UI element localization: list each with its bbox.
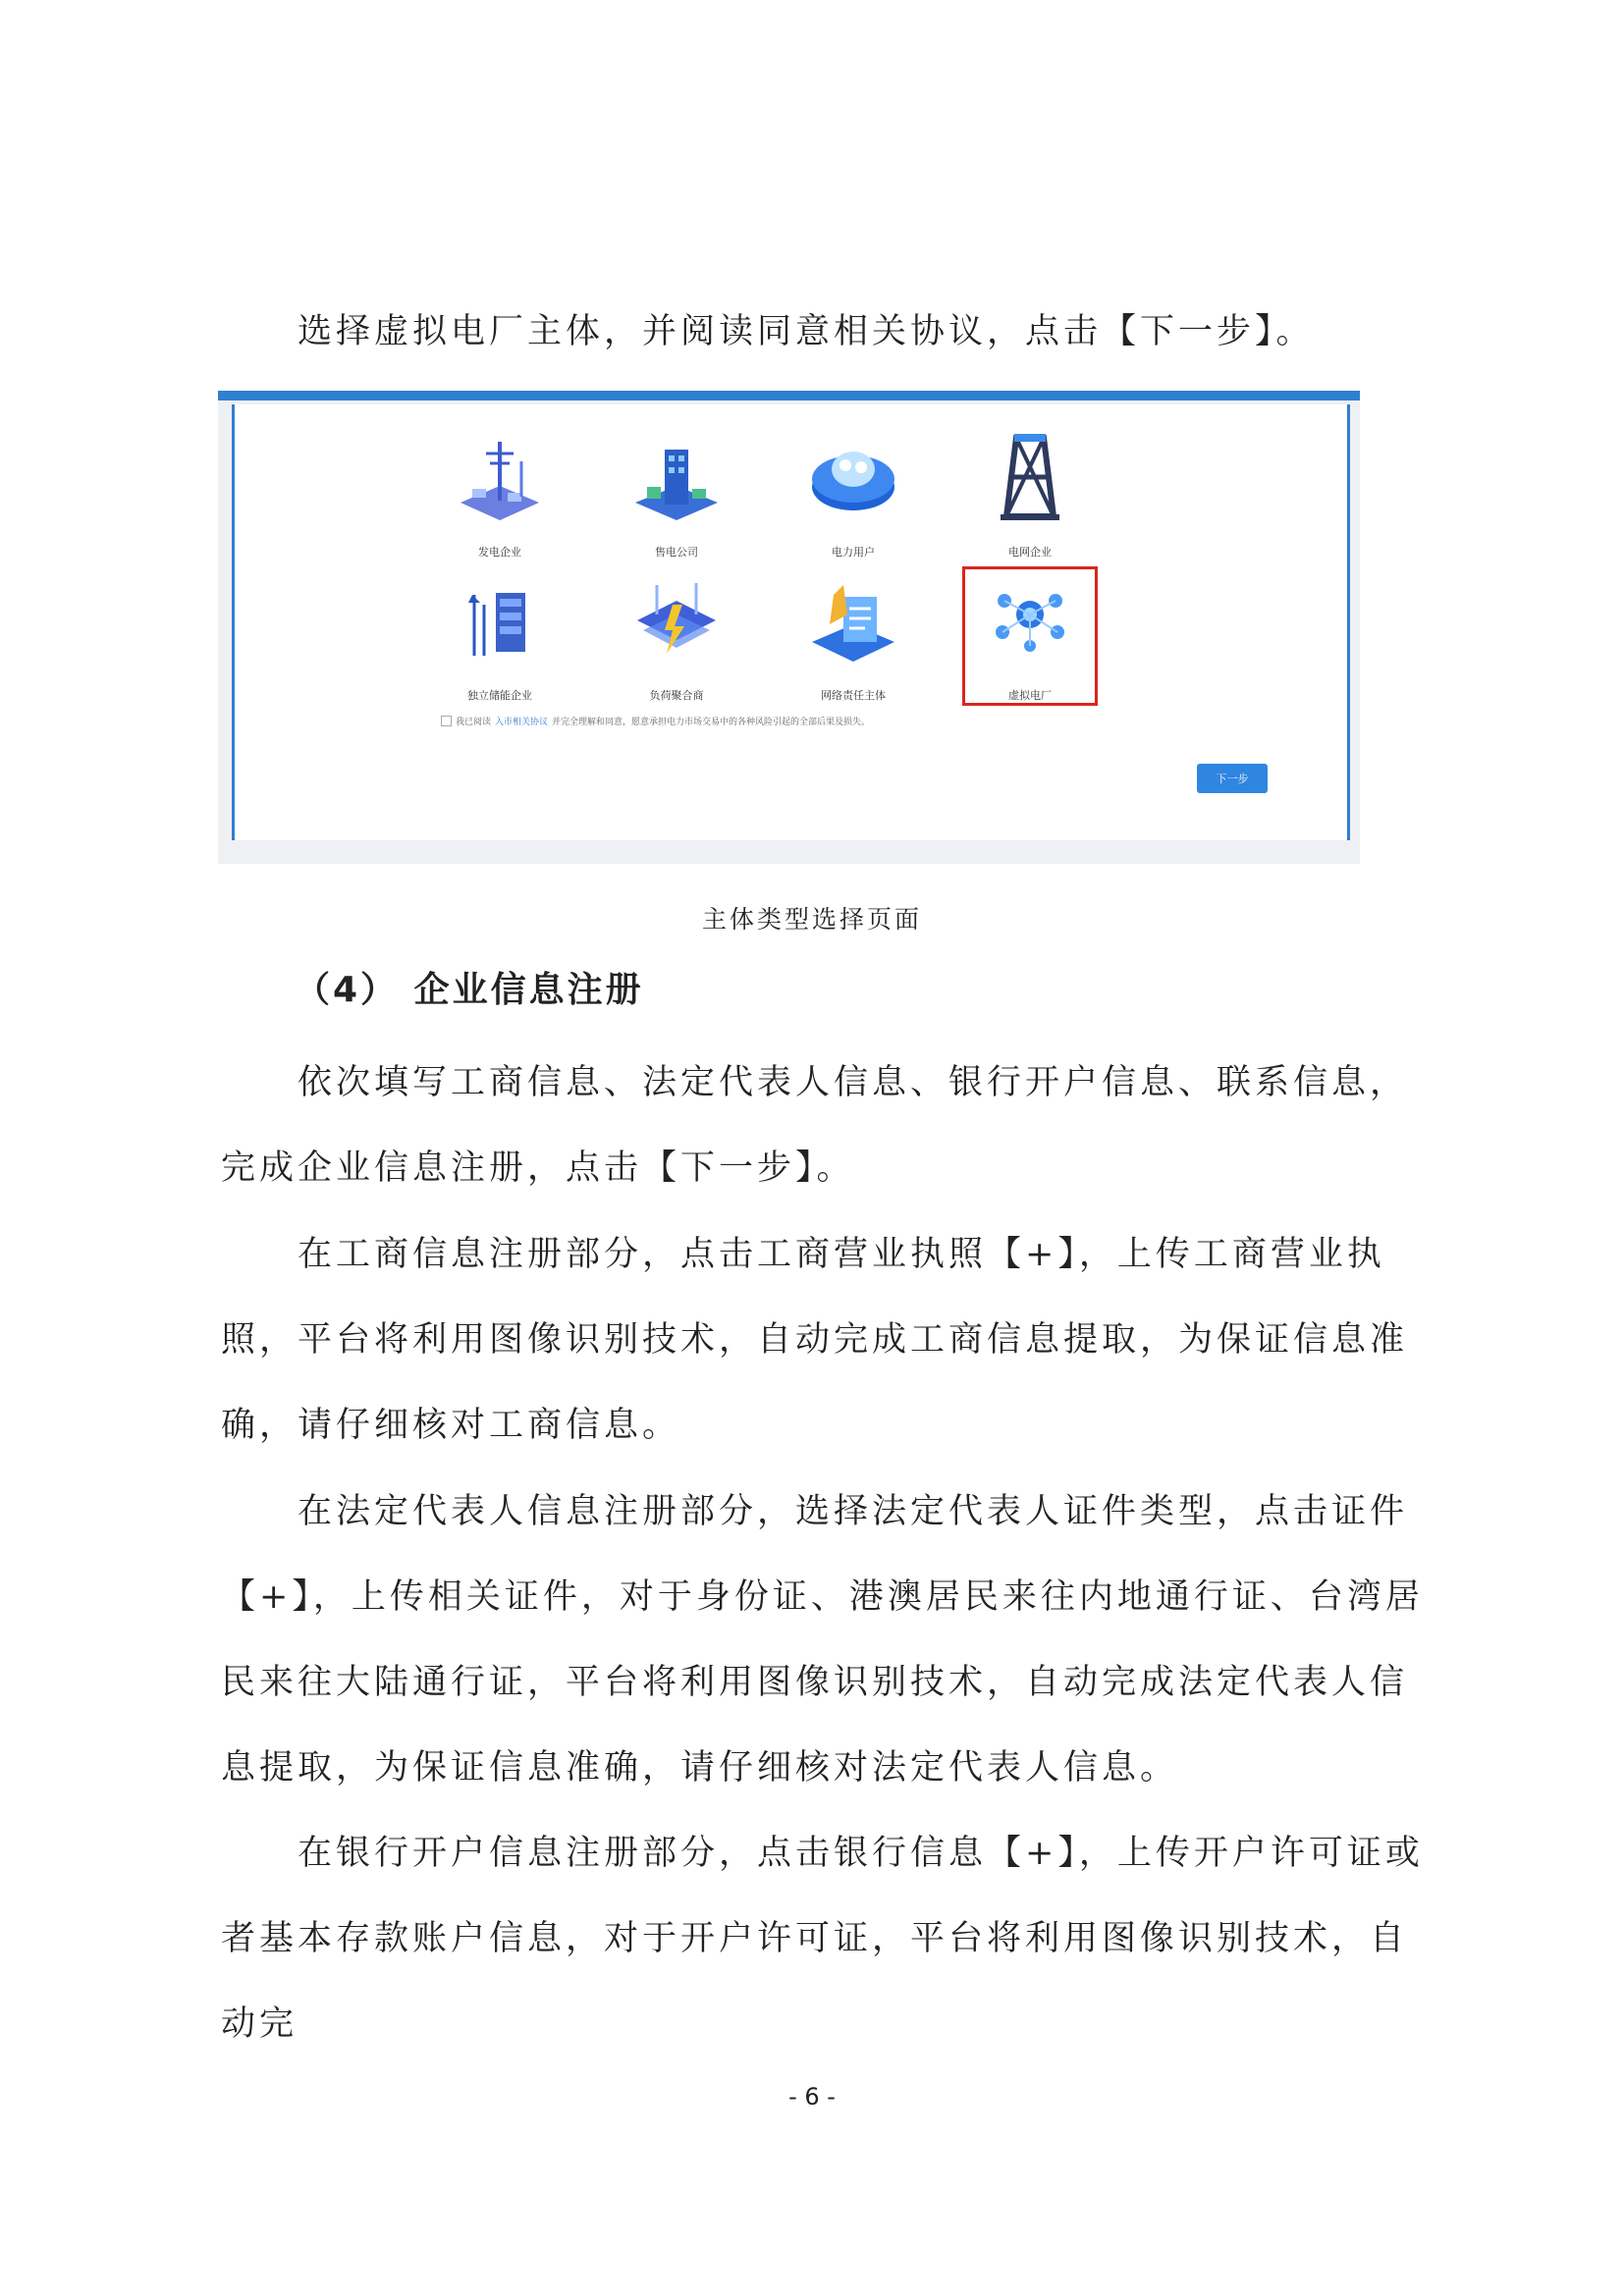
screenshot-top-bar [218,391,1360,400]
figure-caption: 主体类型选择页面 [701,905,922,934]
agreement-row [441,715,870,727]
entity-card-virtual-power-plant[interactable] [963,567,1097,705]
entity-card-grid-company[interactable] [942,424,1118,561]
entity-card-power-generation[interactable] [411,424,588,561]
paragraph: 在银行开户信息注册部分，点击银行信息【+】，上传开户许可证或者基本存款账户信息，对于开户许可证，平台将利用图像识别技术，自动完 [221,1834,1424,2044]
entity-card-label: 发电企业 [478,546,521,559]
energy-storage-icon [451,575,549,666]
entity-type-grid [411,424,1118,705]
power-user-icon [804,432,902,522]
screenshot-figure [218,391,1360,864]
agreement-link[interactable]: 入市相关协议 [495,718,549,727]
electricity-sales-icon [627,432,726,522]
entity-card-label: 虚拟电厂 [1008,689,1052,702]
paragraph: 依次填写工商信息、法定代表人信息、银行开户信息、联系信息，完成企业信息注册，点击【下一步】。 [221,1063,1409,1188]
grid-tower-icon [981,432,1079,522]
entity-card-label: 电力用户 [832,546,875,559]
entity-card-label: 网络责任主体 [821,689,886,702]
power-generation-icon [451,432,549,522]
virtual-power-plant-icon [981,575,1079,666]
entity-card-power-user[interactable] [765,424,942,561]
agreement-prefix: 我已阅读 [456,718,492,727]
agreement-checkbox[interactable] [441,716,452,726]
paragraph: 在工商信息注册部分，点击工商营业执照【+】，上传工商营业执照，平台将利用图像识别技术，自动完成工商信息提取，为保证信息准确，请仔细核对工商信息。 [221,1235,1409,1445]
entity-card-label: 售电公司 [655,546,698,559]
responsible-entity-icon [804,575,902,666]
entity-card-label: 负荷聚合商 [649,689,704,702]
entity-card-label: 电网企业 [1008,546,1052,559]
intro-paragraph: 选择虚拟电厂主体，并阅读同意相关协议，点击【下一步】。 [298,312,1315,351]
next-step-button[interactable]: 下一步 [1197,764,1268,793]
entity-card-load-aggregator[interactable] [588,567,765,705]
agreement-suffix: 并完全理解和同意，愿意承担电力市场交易中的各种风险引起的全部后果及损失。 [552,718,871,727]
paragraph: 在法定代表人信息注册部分，选择法定代表人证件类型，点击证件【+】，上传相关证件，对于身份证、港澳居民来往内地通行证、台湾居民来往大陆通行证，平台将利用图像识别技术，自动完成法定代表人信息提取，为保证信息准确，请仔细核对法定代表人信息。 [221,1492,1424,1788]
entity-type-panel [232,404,1350,840]
entity-card-responsible-entity[interactable] [765,567,942,705]
load-aggregator-icon [627,575,726,666]
section-heading: （4） 企业信息注册 [295,970,644,1010]
entity-card-electricity-sales[interactable] [588,424,765,561]
entity-card-label: 独立储能企业 [467,689,532,702]
entity-card-energy-storage[interactable] [411,567,588,705]
page-number: - 6 - [788,2083,836,2110]
